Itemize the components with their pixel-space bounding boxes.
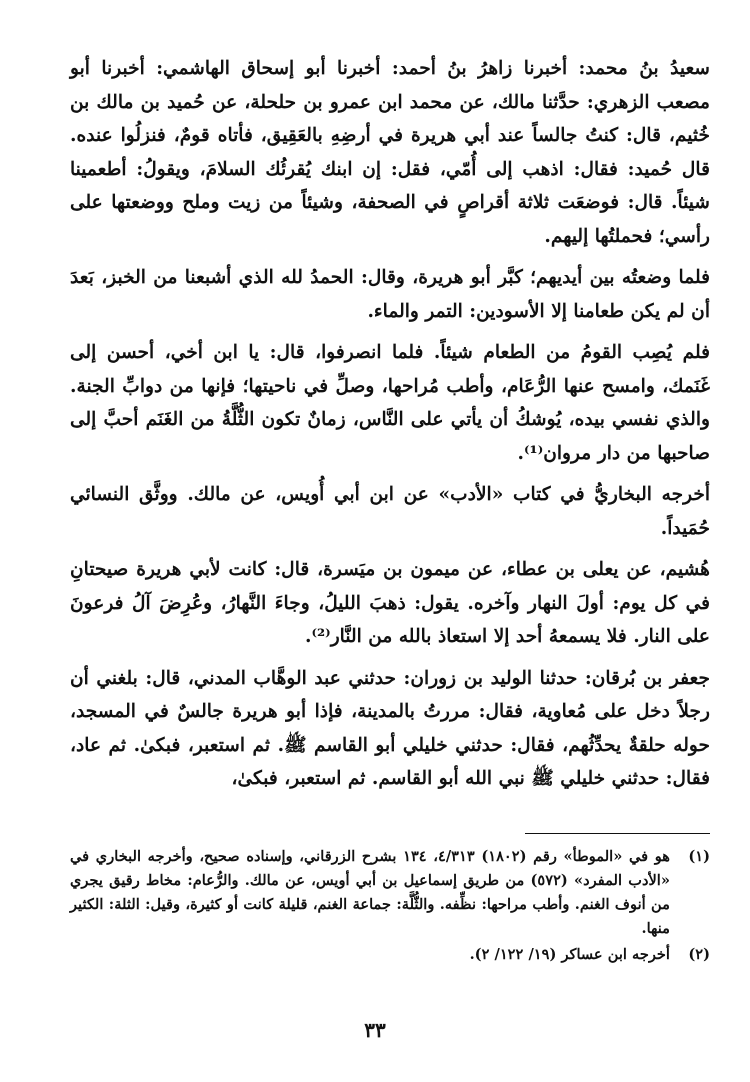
footnote-divider bbox=[525, 833, 710, 834]
paragraph-6: جعفر بن بُرقان: حدثنا الوليد بن زوران: حدثني عبد الوهَّاب المدني، قال: بلغني أن رجلاً دخل على مُعاوية، فقال: مررتُ بالمدينة، فإذا أبو هريرة جالسٌ في المسجد، حوله حلقةٌ يحدِّثُهم، فقال: حدثني خليلي أبو القاسم ﷺ. ثم استعبر، فبكىٰ. ثم عاد، فقال: حدثني خليلي ﷺ نبي الله أبو القاسم. ثم استعبر، فبكىٰ، bbox=[70, 667, 710, 789]
paragraph-2: فلما وضعتُه بين أيديهم؛ كبَّر أبو هريرة، وقال: الحمدُ لله الذي أشبعنا من الخبز، بَعدَ أن لم يكن طعامنا إلا الأسودين: التمر والماء. bbox=[70, 267, 710, 322]
footnote-text: أخرجه ابن عساكر (١٩/ ١٢٢/ ٢). bbox=[469, 946, 670, 963]
main-text bbox=[70, 52, 710, 796]
book-page bbox=[70, 52, 710, 804]
footnote-number: (١) bbox=[688, 848, 710, 865]
footnote-text: هو في «الموطأ» رقم (١٨٠٢) ٤/٣١٣، ١٣٤ بشرح الزرقاني، وإسناده صحيح، وأخرجه البخاري في «الأدب المفرد» (٥٧٢) من طريق إسماعيل بن أبي أويس، عن مالك. والرُّعام: مخاط رقيق يجري من أنوف الغنم. وأطب مراحها: نظِّفه. والثُّلَّة: جماعة الغنم، قليلة كانت أو كثيرة، وقيل: الثلة: الكثير منها. bbox=[70, 848, 670, 937]
footnote-2 bbox=[70, 943, 710, 967]
footnotes bbox=[70, 845, 710, 969]
footnote-number: (٢) bbox=[688, 946, 710, 963]
paragraph-4: أخرجه البخاريُّ في كتاب «الأدب» عن ابن أبي أُويس، عن مالك. ووثَّق النسائي حُمَيداً. bbox=[70, 484, 710, 539]
page-number: ٣٣ bbox=[364, 1018, 386, 1042]
paragraph-5: هُشيم، عن يعلى بن عطاء، عن ميمون بن ميَسرة، قال: كانت لأبي هريرة صيحتانِ في كل يوم: أولَ النهار وآخره. يقول: ذهبَ الليلُ، وجاءَ النَّهارُ، وعُرِضَ آلُ فرعونَ على النار. فلا يسمعهُ أحد إلا استعاذ بالله من النَّار⁽²⁾. bbox=[70, 559, 710, 647]
paragraph-1: سعيدُ بنُ محمد: أخبرنا زاهرُ بنُ أحمد: أخبرنا أبو إسحاق الهاشمي: أخبرنا أبو مصعب الزهري: حدَّثنا مالك، عن محمد ابن عمرو بن حلحلة، عن حُميد بن مالك بن خُثيم، قال: كنتُ جالساً عند أبي هريرة في أرضِهِ بالعَقِيق، فأتاه قومٌ، فنزلُوا عنده. قال حُميد: فقال: اذهب إلى أُمّي، فقل: إن ابنك يُقرئُك السلامَ، ويقولُ: أطعمينا شيئاً. قال: فوضعَت ثلاثة أقراصٍ في الصحفة، وشيئاً من زيت وملح ووضعتها على رأسي؛ فحملتُها إليهم. bbox=[70, 58, 710, 247]
paragraph-3: فلم يُصِب القومُ من الطعام شيئاً. فلما انصرفوا، قال: يا ابن أخي، أحسن إلى غَنَمك، وامسح عنها الرُّعَام، وأطب مُراحها، وصلِّ في ناحيتها؛ فإنها من دوابِّ الجنة. والذي نفسي بيده، يُوشكُ أن يأتي على النَّاس، زمانٌ تكون الثُّلَّةُ من الغَنَم أحبَّ إلى صاحبها من دار مروان⁽¹⁾. bbox=[70, 342, 710, 464]
footnote-1 bbox=[70, 845, 710, 941]
